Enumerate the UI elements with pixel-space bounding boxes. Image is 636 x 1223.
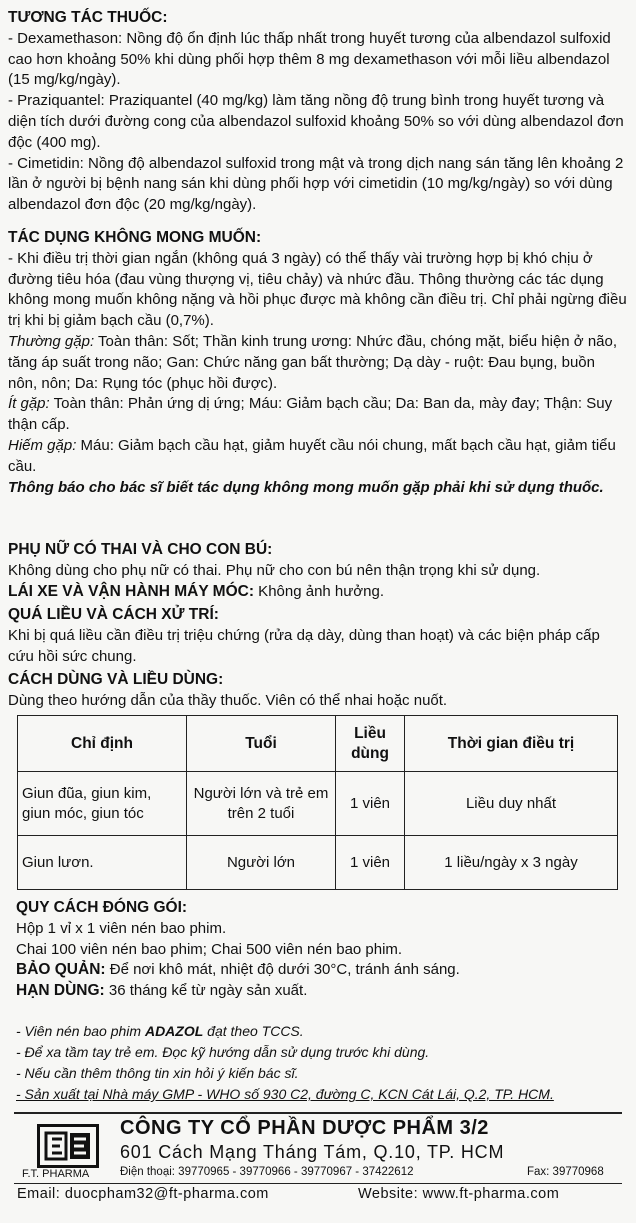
rare-text: Máu: Giảm bạch cầu hạt, giảm huyết cầu nói chung, mất bạch cầu hạt, giảm tiểu cầu.	[8, 436, 616, 475]
company-phone: Điện thoại: 39770965 - 39770966 - 39770967 - 37422612	[120, 1166, 414, 1178]
expiry-text: 36 tháng kể từ ngày sản xuất.	[104, 982, 308, 1000]
packaging-line-2: Chai 100 viên nén bao phim; Chai 500 viên nén bao phim.	[16, 940, 403, 958]
packaging-line-1: Hộp 1 vỉ x 1 viên nén bao phim.	[16, 919, 227, 937]
company-fax: Fax: 39770968	[527, 1166, 604, 1178]
dosage-table	[17, 715, 618, 890]
common-text: Toàn thân: Sốt; Thần kinh trung ương: Nhức đầu, chóng mặt, biểu hiện ở não, tăng áp suất trong não; Gan: Chức năng gan bất thường; Dạ dày - ruột: Đau bụng, buồn nôn, nôn; Da: Rụng tóc (phục hồi được).	[8, 332, 618, 392]
uncommon-label: Ít gặp:	[8, 395, 50, 413]
pregnancy-text: Không dùng cho phụ nữ có thai. Phụ nữ cho con bú nên thận trọng khi sử dụng.	[8, 561, 541, 579]
side-effects-uncommon	[8, 394, 628, 436]
driving-text: Không ảnh hưởng.	[254, 582, 384, 600]
company-email[interactable]: Email: duocpham32@ft-pharma.com	[17, 1186, 269, 1202]
product-name: ADAZOL	[144, 1023, 204, 1039]
table-row	[18, 836, 618, 890]
notes-block	[16, 1021, 626, 1105]
side-effects-intro: - Khi điều trị thời gian ngắn (không quá 3 ngày) có thể thấy vài trường hợp bị khó chịu ở đường tiêu hóa (đau vùng thượng vị, tiêu chảy) và nhức đầu. Thông thường các tác dụng không mong muốn không nặng và hồi phục được mà không cần điều trị. Chỉ phải ngừng điều trị khi bị giảm bạch cầu (0,7%).	[8, 249, 627, 330]
table-cell: 1 viên	[336, 836, 405, 890]
table-cell: Giun đũa, giun kim, giun móc, giun tóc	[18, 772, 187, 836]
company-name: CÔNG TY CỔ PHẦN DƯỢC PHẨM 3/2	[120, 1117, 489, 1139]
uncommon-text: Toàn thân: Phản ứng dị ứng; Máu: Giảm bạch cầu; Da: Ban da, mày đay; Thận: Suy thận cấp.	[8, 395, 613, 434]
side-effects-heading: TÁC DỤNG KHÔNG MONG MUỐN:	[8, 229, 262, 246]
table-cell: Người lớn và trẻ em trên 2 tuổi	[187, 772, 336, 836]
table-header-row	[18, 716, 618, 772]
storage-heading: BẢO QUẢN:	[16, 961, 106, 979]
interaction-cimetidin: - Cimetidin: Nồng độ albendazol sulfoxid trong mật và trong dịch nang sán tăng lên khoảng 2 lần ở người bị bệnh nang sán khi dùng phối hợp với cimetidin (10 mg/kg/ngày) so với dùng albendazol đơn độc (20 mg/kg/ngày).	[8, 154, 624, 214]
footer-divider	[14, 1112, 622, 1114]
side-effects-rare	[8, 436, 628, 478]
storage-text: Để nơi khô mát, nhiệt độ dưới 30°C, tránh ánh sáng.	[105, 961, 460, 979]
overdose-text: Khi bị quá liều cần điều trị triệu chứng (rửa dạ dày, dùng than hoạt) và các biện pháp cấp cứu hồi sức chung.	[8, 626, 600, 665]
packaging-section	[16, 898, 628, 1002]
table-header-cell: Tuổi	[187, 716, 336, 772]
expiry-line	[16, 981, 628, 1002]
overdose-section	[8, 605, 628, 667]
brand-text: F.T. PHARMA	[22, 1168, 90, 1180]
company-website[interactable]: Website: www.ft-pharma.com	[358, 1186, 560, 1202]
table-header-cell: Thời gian điều trị	[405, 716, 618, 772]
common-label: Thường gặp:	[8, 332, 95, 350]
table-cell: 1 liều/ngày x 3 ngày	[405, 836, 618, 890]
table-cell: 1 viên	[336, 772, 405, 836]
table-cell: Người lớn	[187, 836, 336, 890]
company-address: 601 Cách Mạng Tháng Tám, Q.10, TP. HCM	[120, 1142, 505, 1162]
note-standard-suffix: đạt theo TCCS.	[203, 1023, 304, 1039]
note-manufacturer: - Sản xuất tại Nhà máy GMP - WHO số 930 C2, đường C, KCN Cát Lái, Q.2, TP. HCM.	[16, 1086, 554, 1102]
side-effects-section	[8, 228, 628, 498]
notify-doctor-note: Thông báo cho bác sĩ biết tác dụng không mong muốn gặp phải khi sử dụng thuốc.	[8, 478, 604, 496]
storage-line	[16, 960, 628, 981]
note-standard	[16, 1021, 626, 1042]
ft-logo-icon	[44, 1131, 92, 1161]
note-consult: - Nếu cần thêm thông tin xin hỏi ý kiến bác sĩ.	[16, 1065, 299, 1081]
rare-label: Hiếm gặp:	[8, 436, 77, 454]
driving-heading: LÁI XE VÀ VẬN HÀNH MÁY MÓC:	[8, 582, 255, 600]
interactions-section	[8, 8, 628, 216]
note-children: - Để xa tầm tay trẻ em. Đọc kỹ hướng dẫn sử dụng trước khi dùng.	[16, 1044, 430, 1060]
table-row	[18, 772, 618, 836]
dosage-text: Dùng theo hướng dẫn của thầy thuốc. Viên có thể nhai hoặc nuốt.	[8, 691, 448, 709]
table-header-cell: Chỉ định	[18, 716, 187, 772]
interaction-dexamethason: - Dexamethason: Nồng độ ổn định lúc thấp nhất trong huyết tương của albendazol sulfoxid cao hơn khoảng 50% khi dùng phối hợp thêm 8 mg dexamethason với mỗi liều albendazol (15 mg/kg/ngày).	[8, 29, 611, 89]
table-cell: Liều duy nhất	[405, 772, 618, 836]
footer-divider-bottom	[14, 1183, 622, 1184]
interactions-heading: TƯƠNG TÁC THUỐC:	[8, 9, 168, 26]
dosage-section	[8, 670, 628, 712]
overdose-heading: QUÁ LIỀU VÀ CÁCH XỬ TRÍ:	[8, 606, 219, 623]
expiry-heading: HẠN DÙNG:	[16, 982, 105, 1000]
packaging-heading: QUY CÁCH ĐÓNG GÓI:	[16, 899, 188, 916]
pregnancy-section	[8, 540, 628, 602]
driving-line	[8, 582, 628, 603]
company-logo-icon	[37, 1124, 99, 1168]
pregnancy-heading: PHỤ NỮ CÓ THAI VÀ CHO CON BÚ:	[8, 541, 273, 558]
interaction-praziquantel: - Praziquantel: Praziquantel (40 mg/kg) làm tăng nồng độ trung bình trong huyết tương và diện tích dưới đường cong của albendazol sulfoxid khoảng 50% so với dùng albendazol đơn độc (400 mg).	[8, 92, 624, 151]
dosage-heading: CÁCH DÙNG VÀ LIỀU DÙNG:	[8, 671, 224, 688]
note-standard-prefix: - Viên nén bao phim	[16, 1023, 145, 1039]
side-effects-common	[8, 332, 628, 394]
table-header-cell: Liều dùng	[336, 716, 405, 772]
table-cell: Giun lươn.	[18, 836, 187, 890]
